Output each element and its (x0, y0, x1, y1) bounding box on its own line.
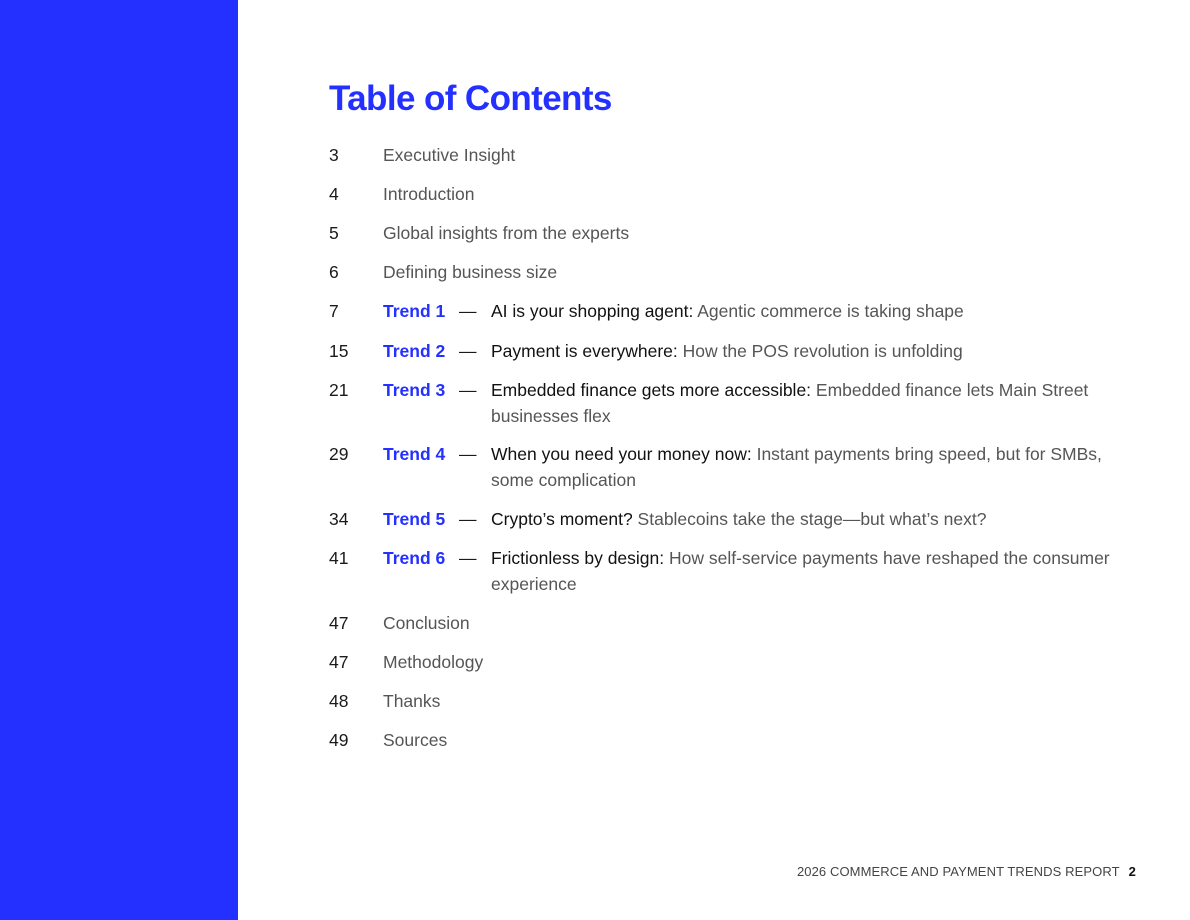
toc-page-number: 6 (329, 262, 339, 282)
toc-page-number: 29 (329, 444, 349, 464)
trend-subtitle: How the POS revolution is unfolding (677, 341, 963, 361)
trend-description (491, 441, 1121, 493)
em-dash: — (459, 301, 477, 321)
em-dash: — (459, 341, 477, 361)
toc-item-label: Executive Insight (383, 145, 516, 165)
toc-item-label: Introduction (383, 184, 475, 204)
toc-page-number: 47 (329, 652, 349, 672)
trend-subtitle: Agentic commerce is taking shape (693, 301, 964, 321)
toc-page-number: 7 (329, 301, 339, 321)
trend-label: Trend 6 (383, 548, 446, 568)
toc-page-number: 41 (329, 548, 349, 568)
toc-page-number: 21 (329, 380, 349, 400)
trend-headline: Payment is everywhere: (491, 341, 678, 361)
page-title: Table of Contents (329, 79, 612, 118)
em-dash: — (459, 509, 477, 529)
toc-page-number: 47 (329, 613, 349, 633)
toc-page-number: 3 (329, 145, 339, 165)
trend-description (491, 338, 1121, 364)
toc-item-label: Conclusion (383, 613, 470, 633)
trend-description (491, 506, 1121, 532)
toc-page-number: 34 (329, 509, 349, 529)
trend-subtitle: Embedded finance lets Main Street businesses flex (491, 380, 1089, 426)
trend-headline: AI is your shopping agent: (491, 301, 694, 321)
em-dash: — (459, 380, 477, 400)
trend-subtitle: Instant payments bring speed, but for SMBs, some complication (491, 444, 1102, 490)
em-dash: — (459, 548, 477, 568)
toc-item-label: Global insights from the experts (383, 223, 630, 243)
toc-item-label: Methodology (383, 652, 484, 672)
page-footer (797, 864, 1136, 879)
trend-description (491, 545, 1121, 597)
trend-label: Trend 3 (383, 380, 446, 400)
toc-item-label: Thanks (383, 691, 441, 711)
trend-headline: Frictionless by design: (491, 548, 665, 568)
toc-item-label: Sources (383, 730, 448, 750)
em-dash: — (459, 444, 477, 464)
trend-label: Trend 2 (383, 341, 446, 361)
toc-page-number: 49 (329, 730, 349, 750)
trend-headline: When you need your money now: (491, 444, 752, 464)
toc-page-number: 5 (329, 223, 339, 243)
trend-description (491, 377, 1121, 429)
report-title: 2026 COMMERCE AND PAYMENT TRENDS REPORT (796, 864, 1120, 879)
trend-headline: Crypto’s moment? (491, 509, 633, 529)
trend-label: Trend 1 (383, 301, 446, 321)
toc-page-number: 15 (329, 341, 349, 361)
trend-subtitle: How self-service payments have reshaped the consumer experience (491, 548, 1110, 594)
trend-label: Trend 4 (383, 444, 446, 464)
trend-headline: Embedded finance gets more accessible: (491, 380, 812, 400)
page-number: 2 (1128, 864, 1136, 879)
toc-page-number: 48 (329, 691, 349, 711)
trend-label: Trend 5 (383, 509, 446, 529)
toc-item-label: Defining business size (383, 262, 558, 282)
trend-subtitle: Stablecoins take the stage—but what’s next? (632, 509, 987, 529)
accent-sidebar (0, 0, 238, 920)
trend-description (491, 298, 1121, 324)
toc-page-number: 4 (329, 184, 339, 204)
